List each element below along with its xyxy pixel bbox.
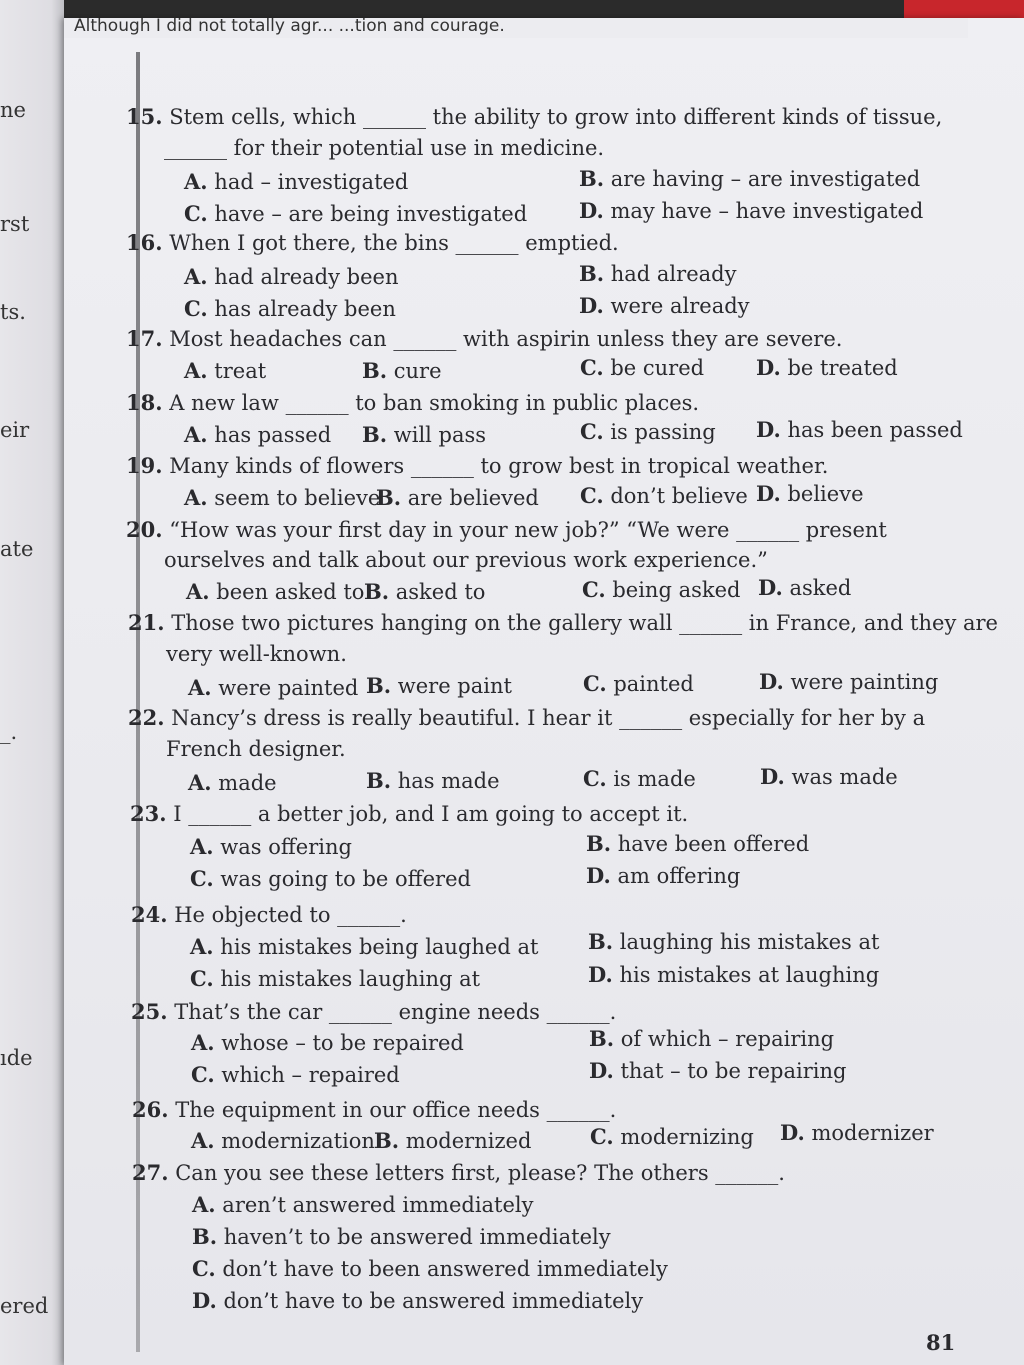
question-number: 15. — [126, 104, 163, 129]
margin-fragment: rst — [0, 212, 30, 236]
question-number: 20. — [126, 517, 163, 542]
option-d: D. may have – have investigated — [579, 198, 924, 223]
question-number: 26. — [132, 1097, 169, 1122]
question-19 — [126, 455, 828, 477]
option-a: A. had already been — [184, 264, 399, 289]
question-text: Most headaches can ______ with aspirin unless they are severe. — [169, 327, 843, 351]
option-b: B. asked to — [364, 579, 486, 604]
option-d: D. am offering — [586, 863, 741, 888]
question-number: 16. — [126, 230, 163, 255]
option-c: C. be cured — [580, 355, 705, 380]
question-text: He objected to ______. — [174, 903, 407, 927]
option-b: B. haven’t to be answered immediately — [192, 1224, 611, 1249]
option-a: A. modernization — [191, 1128, 375, 1153]
question-24 — [131, 904, 407, 926]
option-c: C. his mistakes laughing at — [190, 966, 481, 991]
question-25 — [131, 1001, 616, 1023]
question-number: 18. — [126, 390, 163, 415]
option-c: C. modernizing — [590, 1124, 754, 1149]
question-20 — [126, 519, 887, 541]
option-d: D. be treated — [756, 355, 898, 380]
option-d: D. don’t have to be answered immediately — [192, 1288, 644, 1313]
question-number: 19. — [126, 453, 163, 478]
question-number: 17. — [126, 326, 163, 351]
question-text: “How was your first day in your new job?” “We were ______ present — [169, 518, 887, 542]
option-b: B. are having – are investigated — [579, 166, 921, 191]
option-b: B. laughing his mistakes at — [588, 929, 880, 954]
option-c: C. has already been — [184, 296, 396, 321]
question-27 — [132, 1162, 785, 1184]
option-b: B. modernized — [374, 1128, 532, 1153]
question-text: The equipment in our office needs ______. — [175, 1098, 617, 1122]
question-20-line-2: ourselves and talk about our previous work experience.” — [164, 548, 768, 572]
option-b: B. had already — [579, 261, 737, 286]
previous-text-strip — [64, 18, 968, 38]
margin-fragment: ne — [0, 98, 26, 122]
option-a: A. whose – to be repaired — [191, 1030, 464, 1055]
option-c: C. is passing — [580, 419, 716, 444]
question-22-line-2: French designer. — [166, 737, 346, 761]
question-21 — [128, 612, 998, 634]
previous-page-edge — [0, 0, 64, 1365]
question-16 — [126, 232, 619, 254]
question-text: A new law ______ to ban smoking in public places. — [169, 391, 700, 415]
question-text: That’s the car ______ engine needs ______. — [174, 1000, 617, 1024]
option-d: D. was made — [760, 764, 898, 789]
option-a: A. has passed — [184, 422, 332, 447]
option-a: A. been asked to — [186, 579, 365, 604]
option-b: B. has made — [366, 768, 500, 793]
header-fragment: Although I did not totally agr... ...tion and courage. — [74, 18, 505, 36]
question-23 — [130, 803, 688, 825]
question-number: 27. — [132, 1160, 169, 1185]
question-21-line-2: very well-known. — [166, 642, 347, 666]
question-number: 21. — [128, 610, 165, 635]
question-22 — [128, 707, 925, 729]
option-d: D. that – to be repairing — [589, 1058, 847, 1083]
option-b: B. have been offered — [586, 831, 810, 856]
option-b: B. of which – repairing — [589, 1026, 835, 1051]
question-text: Can you see these letters first, please? The others ______. — [175, 1161, 785, 1185]
question-number: 22. — [128, 705, 165, 730]
option-d: D. asked — [758, 575, 852, 600]
option-c: C. which – repaired — [191, 1062, 400, 1087]
question-number: 25. — [131, 999, 168, 1024]
question-number: 23. — [130, 801, 167, 826]
question-17 — [126, 328, 842, 350]
option-c: C. have – are being investigated — [184, 201, 528, 226]
question-number: 24. — [131, 902, 168, 927]
option-c: C. was going to be offered — [190, 866, 471, 891]
option-c: C. is made — [583, 766, 696, 791]
margin-fragment: eir — [0, 418, 30, 442]
option-c: C. don’t have to been answered immediately — [192, 1256, 668, 1281]
option-d: D. were painting — [759, 669, 939, 694]
option-a: A. aren’t answered immediately — [192, 1192, 534, 1217]
option-a: A. had – investigated — [184, 169, 409, 194]
book-page — [64, 18, 1024, 1365]
margin-fragment: ate — [0, 537, 34, 561]
option-a: A. were painted — [188, 675, 359, 700]
option-c: C. don’t believe — [580, 483, 748, 508]
option-d: D. modernizer — [780, 1120, 934, 1145]
margin-fragment: ıde — [0, 1046, 33, 1070]
question-text: Nancy’s dress is really beautiful. I hear it ______ especially for her by a — [171, 706, 926, 730]
option-d: D. believe — [756, 481, 864, 506]
question-15 — [126, 106, 942, 128]
page-number: 81 — [926, 1330, 956, 1355]
margin-fragment: ts. — [0, 300, 26, 324]
margin-fragment: _. — [0, 720, 18, 744]
option-a: A. was offering — [190, 834, 352, 859]
option-a: A. treat — [184, 358, 267, 383]
question-text: Those two pictures hanging on the gallery wall ______ in France, and they are — [171, 611, 998, 635]
question-text: Stem cells, which ______ the ability to grow into different kinds of tissue, — [169, 105, 943, 129]
option-b: B. cure — [362, 358, 442, 383]
option-d: D. were already — [579, 293, 750, 318]
option-c: C. being asked — [582, 577, 741, 602]
question-text: When I got there, the bins ______ emptied. — [169, 231, 619, 255]
option-a: A. seem to believe — [184, 485, 381, 510]
option-a: A. his mistakes being laughed at — [190, 934, 539, 959]
option-d: D. has been passed — [756, 417, 963, 442]
question-text: Many kinds of flowers ______ to grow best in tropical weather. — [169, 454, 829, 478]
question-18 — [126, 392, 699, 414]
question-15-line-2: ______ for their potential use in medicine. — [164, 136, 605, 160]
option-b: B. will pass — [362, 422, 487, 447]
option-d: D. his mistakes at laughing — [588, 962, 880, 987]
question-text: I ______ a better job, and I am going to accept it. — [173, 802, 689, 826]
option-c: C. painted — [583, 671, 694, 696]
option-b: B. were paint — [366, 673, 512, 698]
question-26 — [132, 1099, 616, 1121]
margin-fragment: ered — [0, 1294, 49, 1318]
option-b: B. are believed — [376, 485, 539, 510]
option-a: A. made — [188, 770, 277, 795]
